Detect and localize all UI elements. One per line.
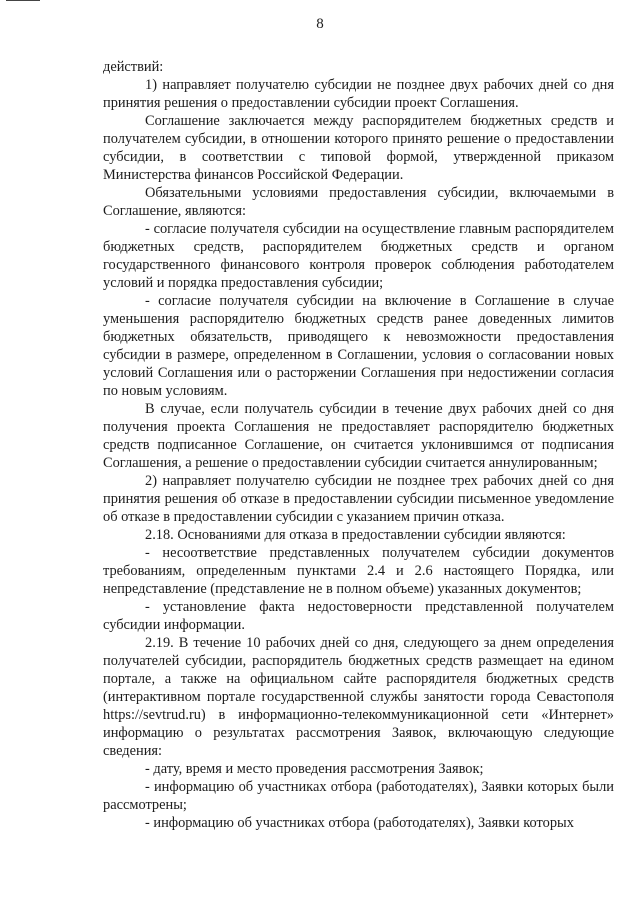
paragraph: Соглашение заключается между распорядителем бюджетных средств и получателем субсидии, в отношении которого принято решение о предоставлении субсидии, в соответствии с типовой формой, утвержденной приказом Министерства финансов Российской Федерации. (103, 113, 614, 183)
paragraph: - информацию об участниках отбора (работодателях), Заявки которых были рассмотрены; (103, 779, 614, 813)
scan-edge-mark (6, 0, 40, 1)
paragraph: - согласие получателя субсидии на включение в Соглашение в случае уменьшения распорядителю бюджетных средств ранее доведенных лимитов бюджетных обязательств, приводящего к невозможности предоставления субсидии в размере, определенном в Соглашении, условия о согласовании новых условий Соглашения или о расторжении Соглашения при недостижении согласия по новым условиям. (103, 293, 614, 399)
paragraph: - информацию об участниках отбора (работодателях), Заявки которых (145, 815, 574, 831)
document-body (103, 58, 614, 832)
paragraph: - согласие получателя субсидии на осуществление главным распорядителем бюджетных средств, распорядителем бюджетных средств и органом государственного финансового контроля проверок соблюдения работодателем условий и порядка предоставления субсидии; (103, 221, 614, 291)
paragraph: В случае, если получатель субсидии в течение двух рабочих дней со дня получения проекта Соглашения не предоставляет распорядителю бюджетных средств подписанное Соглашение, он считается уклонившимся от подписания Соглашения, а решение о предоставлении субсидии считается аннулированным; (103, 401, 614, 471)
paragraph: 1) направляет получателю субсидии не позднее двух рабочих дней со дня принятия решения о предоставлении субсидии проект Соглашения. (103, 77, 614, 111)
paragraph: 2.18. Основаниями для отказа в предоставлении субсидии являются: (145, 527, 566, 543)
paragraph: - несоответствие представленных получателем субсидии документов требованиям, определенным пунктами 2.4 и 2.6 настоящего Порядка, или непредставление (представление не в полном объеме) указанных документов; (103, 545, 614, 597)
page-number: 8 (316, 16, 324, 32)
paragraph: Обязательными условиями предоставления субсидии, включаемыми в Соглашение, являются: (103, 185, 614, 219)
paragraph: 2) направляет получателю субсидии не позднее трех рабочих дней со дня принятия решения об отказе в предоставлении субсидии письменное уведомление об отказе в предоставлении субсидии с указанием причин отказа. (103, 473, 614, 525)
paragraph: действий: (103, 59, 164, 75)
paragraph: - дату, время и место проведения рассмотрения Заявок; (145, 761, 484, 777)
paragraph: 2.19. В течение 10 рабочих дней со дня, следующего за днем определения получателей субсидии, распорядитель бюджетных средств размещает на едином портале, а также на официальном сайте распорядителя бюджетных средств (интерактивном портале государственной службы занятости города Севастополя https://sevtrud.ru) в информационно-телекоммуникационной сети «Интернет» информацию о результатах рассмотрения Заявок, включающую следующие сведения: (103, 635, 614, 759)
paragraph: - установление факта недостоверности представленной получателем субсидии информации. (103, 599, 614, 633)
